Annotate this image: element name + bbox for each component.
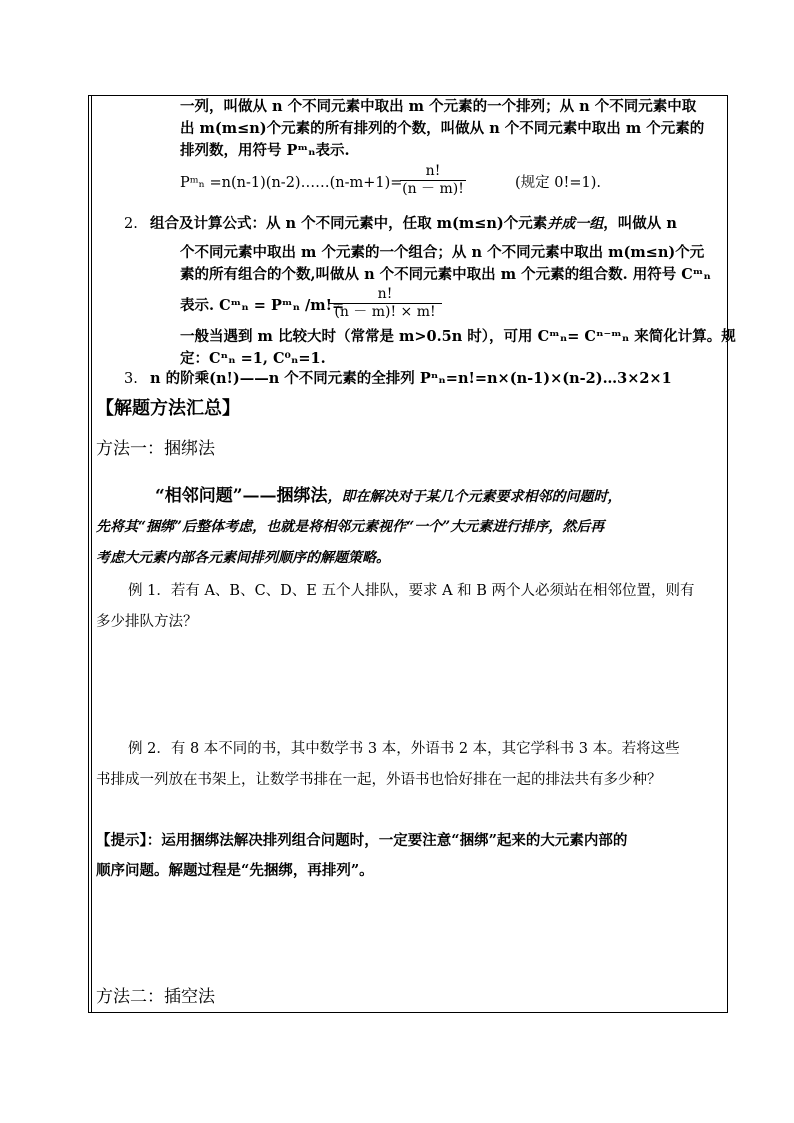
comb-line-5: 一般当遇到 m 比较大时（常常是 m>0.5n 时），可用 Cᵐₙ= Cⁿ⁻ᵐₙ 来简化计算。规 [180,328,736,345]
comb-line-3: 素的所有组合的个数,叫做从 n 个不同元素中取出 m 个元素的组合数. 用符号 Cᵐₙ [180,266,711,283]
comb-number: 2. [124,216,138,232]
perm-line-2: 出 m(m≤n)个元素的所有排列的个数，叫做从 n 个不同元素中取出 m 个元素的 [180,120,705,137]
perm-line-3: 排列数，用符号 Pᵐₙ表示. [180,142,350,159]
comb-line-1b: 并成一组 [547,216,604,232]
method1-intro-3: 考虑大元素内部各元素间排列顺序的解题策略。 [96,550,390,566]
example1-line-2: 多少排队方法？ [96,614,198,630]
comb-line-6: 定：Cⁿₙ =1, C⁰ₙ=1. [180,350,326,367]
example2-line-2: 书排成一列放在书架上，让数学书排在一起，外语书也恰好排在一起的排法共有多少种？ [96,772,662,788]
comb-line-2: 个不同元素中取出 m 个元素的一个组合；从 n 个不同元素中取出 m(m≤n)个元 [180,244,705,261]
method1-intro-2: 先将其“捆绑”后整体考虑，也就是将相邻元素视作“一个”大元素进行排序，然后再 [96,519,605,535]
comb-fraction [328,286,442,321]
comb-frac-denominator: (n － m)! × m! [334,304,436,320]
frame-inner-line [91,95,92,1013]
method1-intro-1b: ，即在解决对于某几个元素要求相邻的问题时， [327,489,622,505]
hint-line-1: 【提示】：运用捆绑法解决排列组合问题时，一定要注意“捆绑”起来的大元素内部的 [96,832,628,849]
comb-formula: 表示. Cᵐₙ = Pᵐₙ /m!= [180,297,345,314]
method1-title: 方法一：捆绑法 [96,439,215,459]
section-title: 【解题方法汇总】 [96,398,240,419]
perm-fraction [400,163,466,198]
comb-frac-numerator: n! [377,286,393,302]
method1-intro-1 [155,487,622,506]
comb-line-1a: 组合及计算公式：从 n 个不同元素中，任取 m(m≤n)个元素 [150,215,548,232]
method1-intro-1a: “相邻问题”——捆绑法 [155,486,328,506]
perm-line-1: 一列，叫做从 n 个不同元素中取出 m 个元素的一个排列；从 n 个不同元素中取 [180,98,697,115]
fact-text: n 的阶乘(n!)——n 个不同元素的全排列 Pⁿₙ=n!=n×(n-1)×(n-2)…3×2×1 [150,370,672,387]
perm-note: (规定 0!=1). [515,175,601,191]
fact-number: 3. [124,371,138,387]
comb-line-1c: ，叫做从 n [603,215,677,232]
perm-frac-denominator: (n － m)! [402,181,464,197]
perm-frac-numerator: n! [425,163,441,179]
example1-line-1: 例 1．若有 A、B、C、D、E 五个人排队，要求 A 和 B 两个人必须站在相邻位置，则有 [128,583,695,599]
hint-line-2: 顺序问题。解题过程是“先捆绑，再排列”。 [96,862,374,879]
perm-formula: Pᵐₙ =n(n-1)(n-2)……(n-m+1)= [180,175,403,191]
method2-title: 方法二：插空法 [96,987,215,1007]
comb-line-1 [150,215,677,233]
example2-line-1: 例 2．有 8 本不同的书，其中数学书 3 本，外语书 2 本，其它学科书 3 本。若将这些 [128,741,680,757]
